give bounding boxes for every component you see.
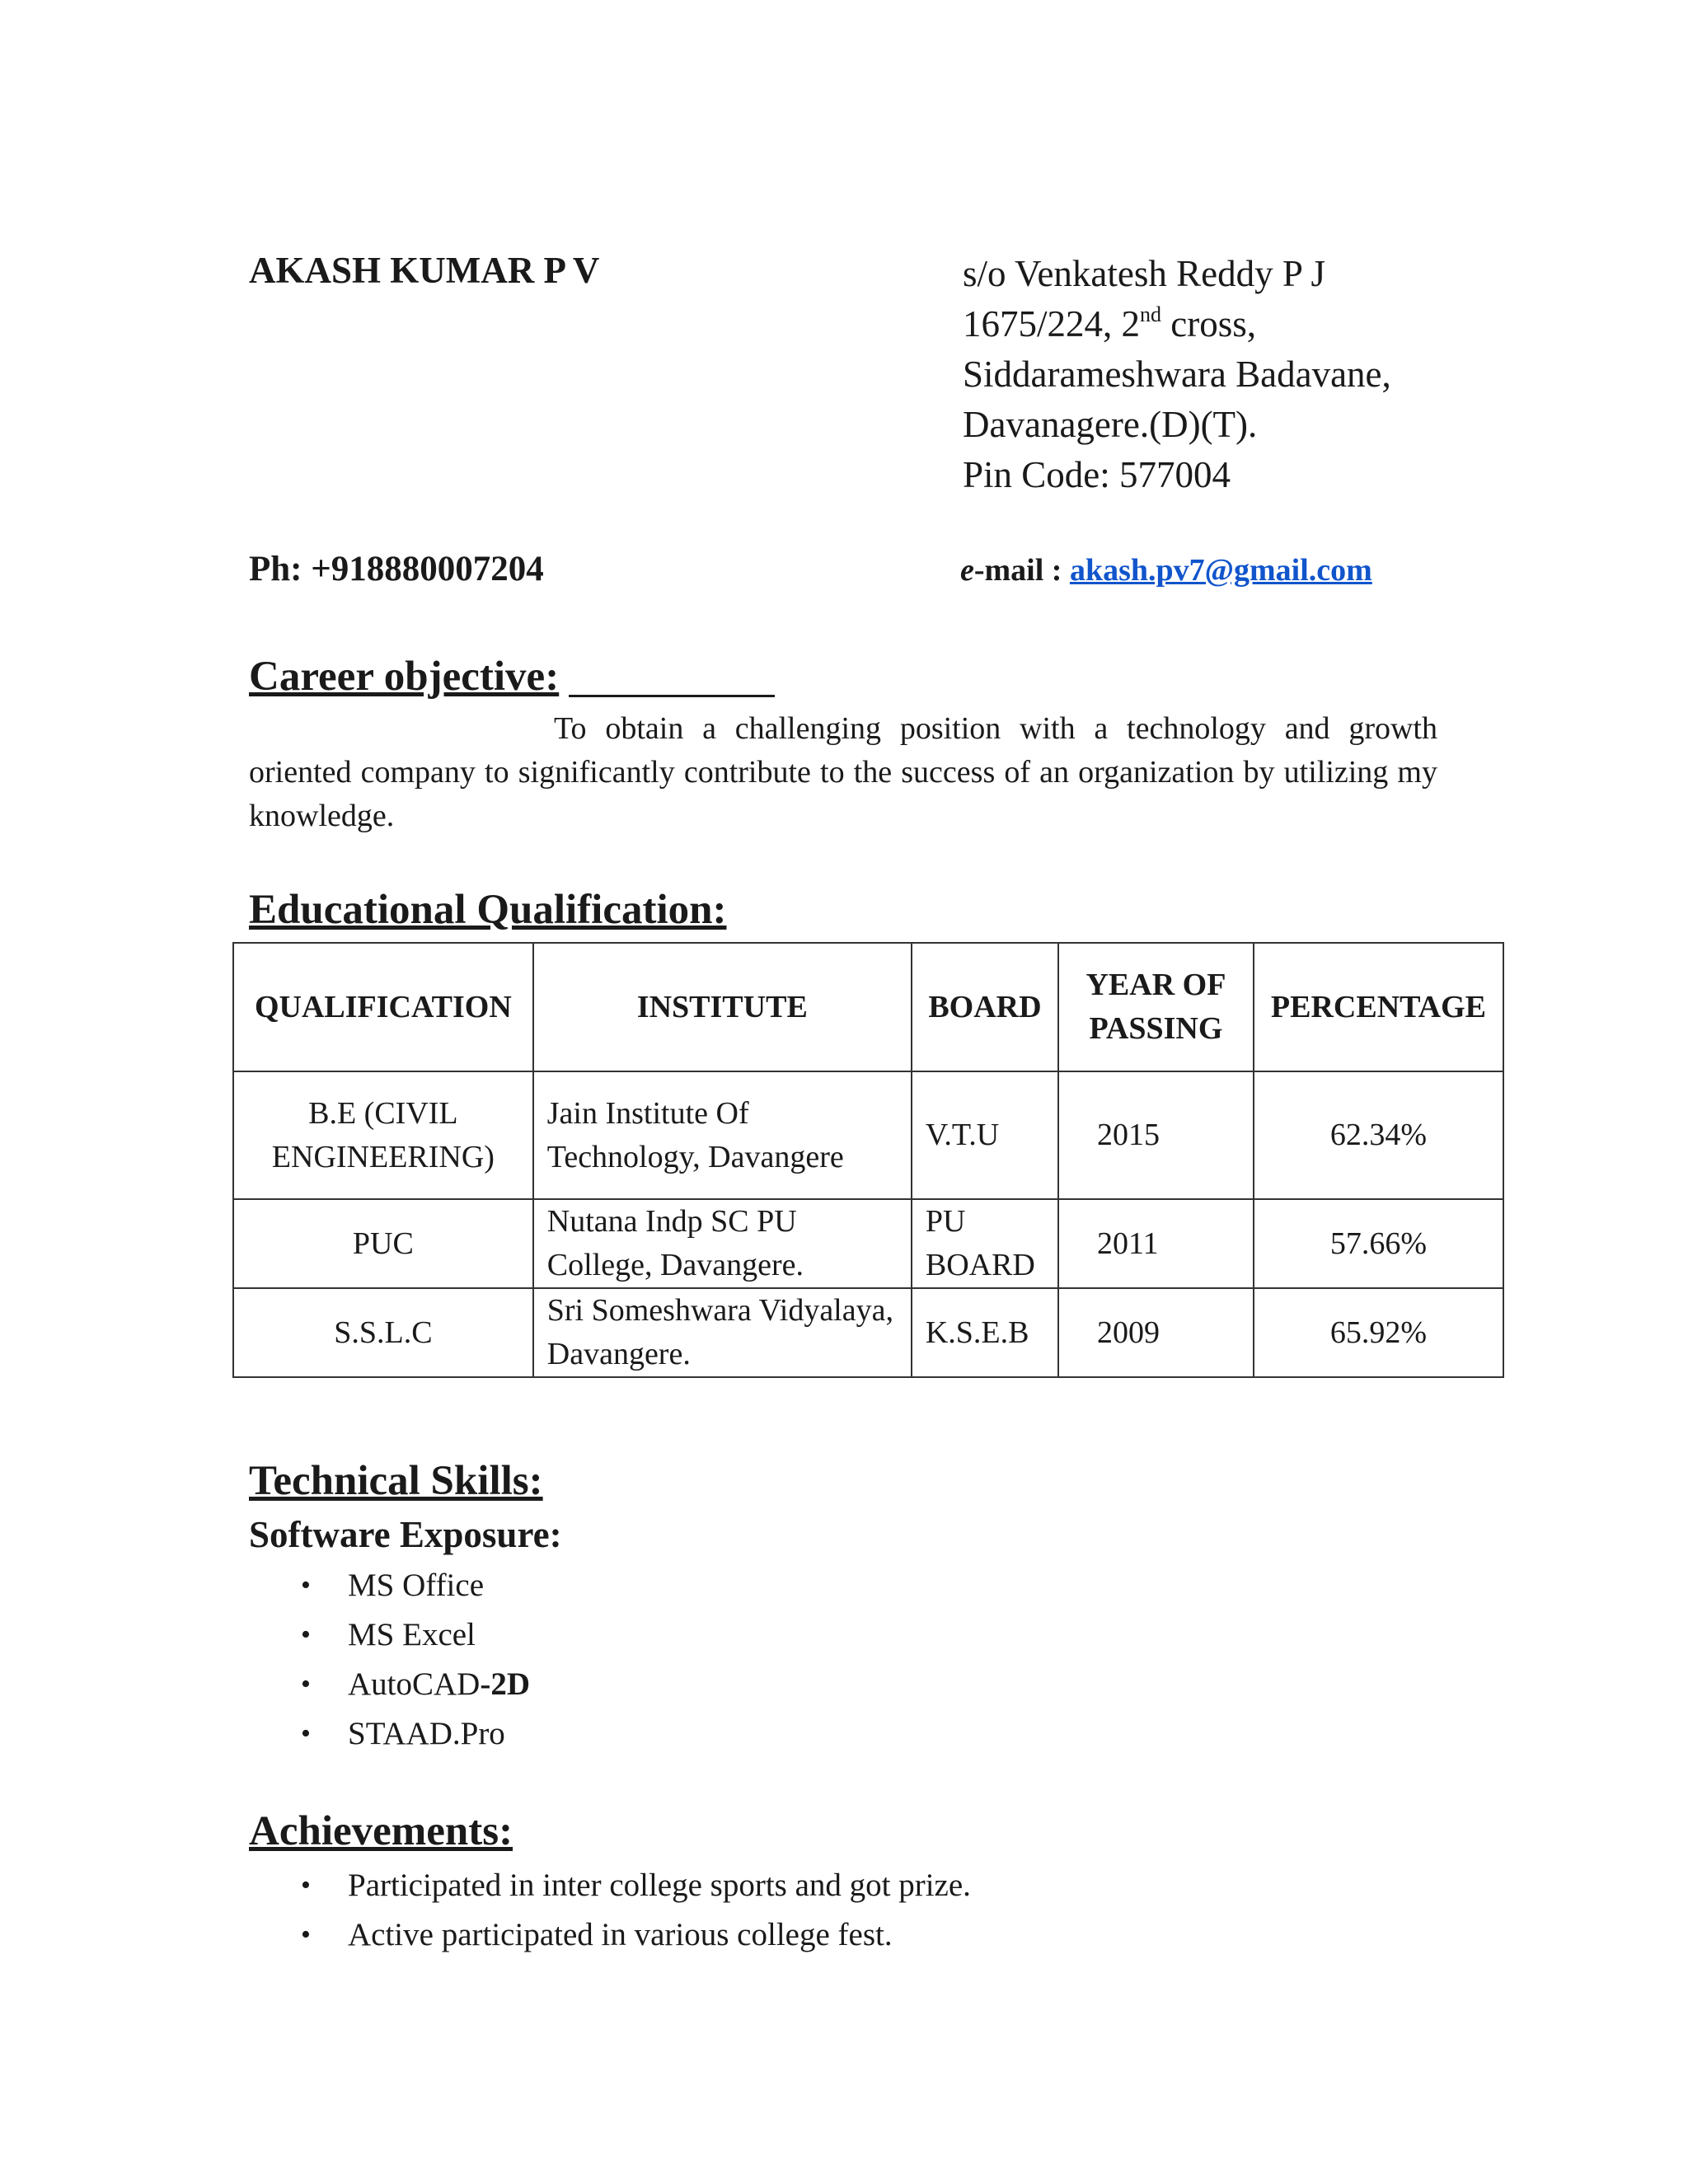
cell-qualification: PUC <box>233 1199 533 1288</box>
table-row <box>233 1288 1503 1377</box>
bullet-icon: • <box>301 1619 311 1650</box>
address-line-2 <box>963 299 1391 349</box>
cell-percentage: 65.92% <box>1254 1288 1503 1377</box>
column-header-percentage: PERCENTAGE <box>1254 943 1503 1071</box>
table-header-row <box>233 943 1503 1071</box>
table-row <box>233 1199 1503 1288</box>
email-label-e: e <box>960 553 974 588</box>
bullet-icon: • <box>301 1718 311 1749</box>
cell-institute: Nutana Indp SC PU College, Davangere. <box>533 1199 912 1288</box>
bullet-icon: • <box>301 1669 311 1699</box>
cell-board: V.T.U <box>912 1071 1058 1199</box>
cell-qualification: B.E (CIVIL ENGINEERING) <box>233 1071 533 1199</box>
column-header-institute: INSTITUTE <box>533 943 912 1071</box>
cell-year: 2009 <box>1058 1288 1254 1377</box>
achievements-list <box>249 1861 971 1960</box>
education-table <box>232 942 1504 1378</box>
candidate-name: AKASH KUMAR P V <box>249 250 600 291</box>
address-line-1: s/o Venkatesh Reddy P J <box>963 253 1326 294</box>
education-heading: Educational Qualification: <box>249 887 727 933</box>
address-line-4: Davanagere.(D)(T). <box>963 404 1258 445</box>
heading-underline-rule <box>569 695 775 697</box>
email-label: -mail : <box>973 553 1070 588</box>
cell-percentage: 62.34% <box>1254 1071 1503 1199</box>
career-objective-heading: Career objective: <box>249 654 560 700</box>
technical-skills-heading: Technical Skills: <box>249 1458 543 1504</box>
column-header-qualification: QUALIFICATION <box>233 943 533 1071</box>
list-item <box>249 1660 530 1709</box>
skill-bold-suffix: -2D <box>480 1666 530 1702</box>
list-item <box>249 1610 530 1660</box>
email-row <box>960 552 1372 588</box>
achievement-text: Active participated in various college fest. <box>348 1917 893 1952</box>
bullet-icon: • <box>301 1870 311 1900</box>
cell-board: PU BOARD <box>912 1199 1058 1288</box>
cell-institute: Sri Someshwara Vidyalaya, Davangere. <box>533 1288 912 1377</box>
address-line-5: Pin Code: 577004 <box>963 454 1231 495</box>
list-item <box>249 1561 530 1610</box>
column-header-board: BOARD <box>912 943 1058 1071</box>
skill-text: AutoCAD <box>348 1666 481 1702</box>
ordinal-suffix: nd <box>1140 302 1162 326</box>
career-objective-text: To obtain a challenging position with a technology and growth oriented company to significantly contribute to the success of an organization by utilizing my knowledge. <box>249 711 1437 833</box>
table-row <box>233 1071 1503 1199</box>
skill-text: MS Office <box>348 1568 485 1603</box>
address-line-2-number: 1675/224, 2 <box>963 303 1141 344</box>
address-line-3: Siddarameshwara Badavane, <box>963 354 1391 395</box>
phone-number: Ph: +918880007204 <box>249 550 544 588</box>
bullet-icon: • <box>301 1919 311 1950</box>
column-header-year: YEAR OF PASSING <box>1058 943 1254 1071</box>
list-item <box>249 1709 530 1759</box>
postal-address <box>963 249 1391 500</box>
cell-percentage: 57.66% <box>1254 1199 1503 1288</box>
address-line-2-street: cross, <box>1161 303 1256 344</box>
email-link[interactable]: akash.pv7@gmail.com <box>1069 553 1372 588</box>
achievement-text: Participated in inter college sports and got prize. <box>348 1868 971 1903</box>
software-exposure-subheading: Software Exposure: <box>249 1514 562 1555</box>
list-item <box>249 1861 971 1910</box>
cell-year: 2015 <box>1058 1071 1254 1199</box>
skills-list <box>249 1561 530 1759</box>
skill-text: STAAD.Pro <box>348 1716 505 1751</box>
cell-qualification: S.S.L.C <box>233 1288 533 1377</box>
bullet-icon: • <box>301 1570 311 1601</box>
cell-year: 2011 <box>1058 1199 1254 1288</box>
cell-board: K.S.E.B <box>912 1288 1058 1377</box>
list-item <box>249 1910 971 1960</box>
skill-text: MS Excel <box>348 1617 476 1652</box>
achievements-heading: Achievements: <box>249 1808 513 1854</box>
cell-institute: Jain Institute Of Technology, Davangere <box>533 1071 912 1199</box>
